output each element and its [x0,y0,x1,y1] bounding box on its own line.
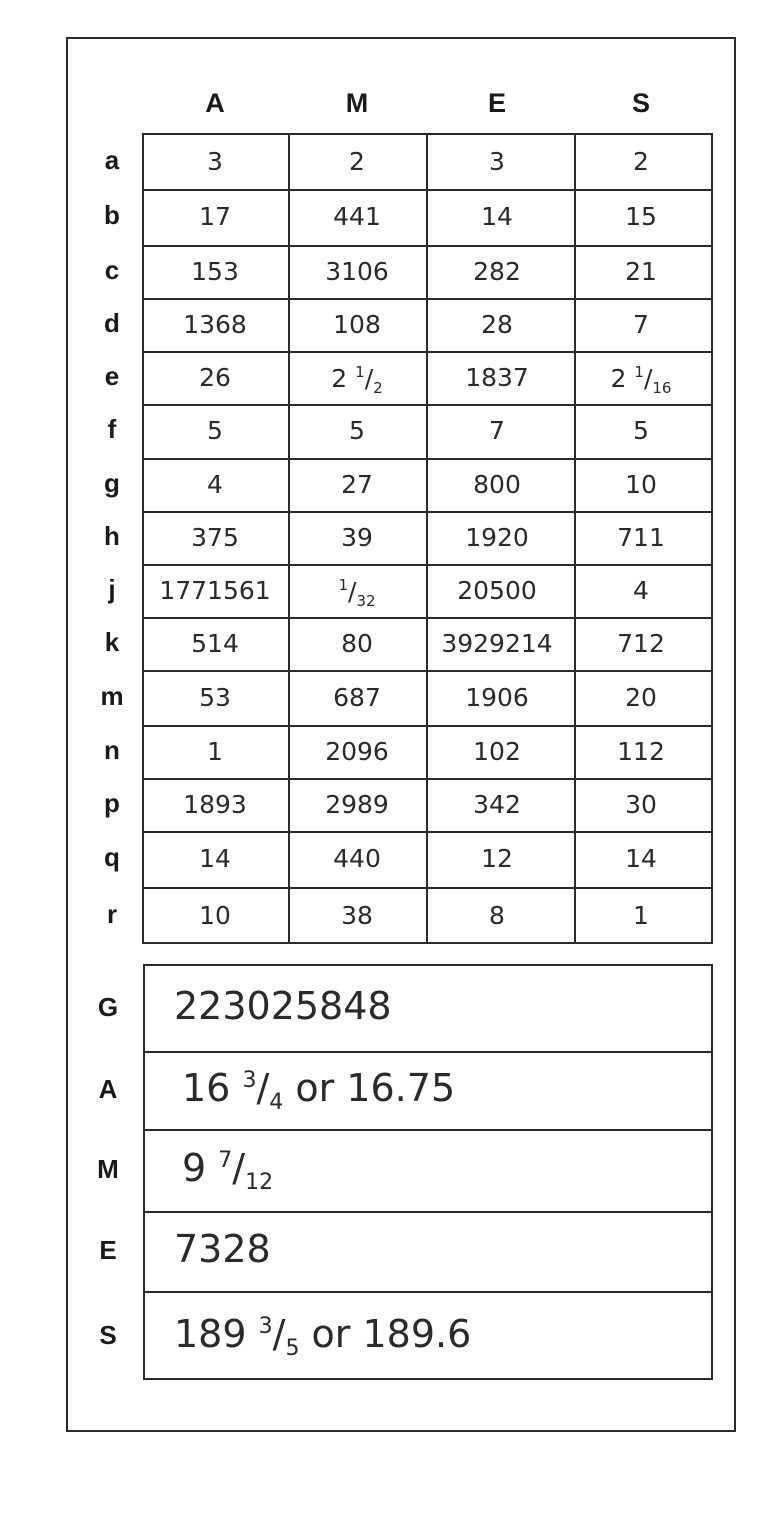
grid-row-divider [144,831,711,833]
table-cell: 80 [341,628,373,658]
answer-value: 9 $^7/_{12}$ [182,1146,274,1195]
table-cell: 1368 [183,309,247,339]
row-label: p [104,787,120,818]
grid-row-divider [144,404,711,406]
column-header: S [631,88,650,118]
table-cell: 711 [617,522,665,552]
grid-row-divider [144,617,711,619]
table-cell: 21 [625,256,657,286]
answer-label: A [98,1074,118,1104]
table-cell: 108 [333,309,381,339]
table-cell: 20 [625,682,657,712]
answer-label: E [99,1235,117,1265]
grid-row-divider [144,245,711,247]
table-cell: 5 [633,416,649,445]
column-header: E [487,88,506,118]
table-cell: 12 [481,844,513,873]
table-cell: 282 [473,256,521,286]
grid-row-divider [144,298,711,300]
table-cell: 39 [341,522,373,552]
row-label: c [104,254,120,285]
table-cell: 2 $^1/_2$ [331,362,383,397]
answer-value: 223025848 [174,984,392,1028]
answer-label: S [99,1320,117,1350]
grid-row-divider [144,670,711,672]
table-cell: 7 [489,416,505,445]
table-cell: 4 [633,575,649,605]
table-cell: 15 [625,202,657,231]
answer-label: M [97,1154,119,1184]
table-cell: 27 [341,469,373,499]
table-cell: 712 [617,628,665,658]
table-cell: 4 [207,469,223,499]
table-cell: 1 [633,901,649,930]
table-cell: 112 [617,736,665,766]
column-header: M [345,88,369,118]
row-label: e [104,360,120,391]
table-cell: $^1/_{32}$ [338,575,376,610]
table-cell: 800 [473,469,521,499]
table-cell: 5 [349,416,365,445]
table-cell: 3106 [325,256,389,286]
table-cell: 14 [625,844,657,873]
table-cell: 342 [473,789,521,819]
table-cell: 7 [633,309,649,339]
grid-row-divider [144,189,711,191]
table-cell: 28 [481,309,513,339]
answer-divider [145,1211,711,1213]
table-cell: 1920 [465,522,529,552]
grid-row-divider [144,511,711,513]
table-cell: 153 [191,256,239,286]
table-cell: 5 [207,416,223,445]
table-cell: 2096 [325,736,389,766]
table-cell: 10 [199,901,231,930]
row-label: f [107,414,117,444]
table-cell: 440 [333,844,381,873]
table-cell: 1771561 [159,575,271,605]
row-label: g [104,467,120,498]
row-label: r [106,899,118,929]
table-cell: 1 [207,736,223,766]
table-cell: 1837 [465,362,529,392]
table-cell: 30 [625,789,657,819]
grid-row-divider [144,458,711,460]
table-cell: 3 [489,146,505,176]
row-label: n [104,734,120,765]
row-label: d [104,307,120,338]
grid-row-divider [144,564,711,566]
row-label: b [104,200,120,230]
table-cell: 8 [489,901,505,930]
answer-value: 16 $^3/_4$ or 16.75 [182,1066,456,1115]
table-cell: 2 [349,146,365,176]
table-cell: 3 [207,146,223,176]
table-cell: 2 $^1/_{16}$ [610,362,672,397]
table-cell: 14 [199,844,231,873]
table-cell: 3929214 [441,628,553,658]
table-cell: 2989 [325,789,389,819]
table-cell: 1893 [183,789,247,819]
answer-divider [145,1291,711,1293]
table-cell: 53 [199,682,231,712]
row-label: m [100,680,124,711]
table-cell: 26 [199,362,231,392]
table-cell: 375 [191,522,239,552]
grid-row-divider [144,725,711,727]
table-cell: 14 [481,202,513,231]
answer-value: 189 $^3/_5$ or 189.6 [174,1312,472,1361]
table-cell: 514 [191,628,239,658]
answer-divider [145,1129,711,1131]
table-cell: 17 [199,202,231,231]
table-cell: 687 [333,682,381,712]
answer-label: G [97,992,119,1022]
row-label: k [104,626,120,657]
table-cell: 102 [473,736,521,766]
grid-row-divider [144,778,711,780]
row-label: j [108,573,116,604]
answer-value: 7328 [174,1227,271,1271]
row-label: h [104,520,120,551]
table-cell: 441 [333,202,381,231]
grid-row-divider [144,351,711,353]
table-cell: 38 [341,901,373,930]
table-cell: 20500 [457,575,537,605]
table-cell: 10 [625,469,657,499]
grid-row-divider [144,887,711,889]
table-cell: 2 [633,146,649,176]
row-label: q [104,842,120,872]
column-header: A [205,88,225,118]
table-cell: 1906 [465,682,529,712]
answer-divider [145,1051,711,1053]
row-label: a [104,144,120,175]
